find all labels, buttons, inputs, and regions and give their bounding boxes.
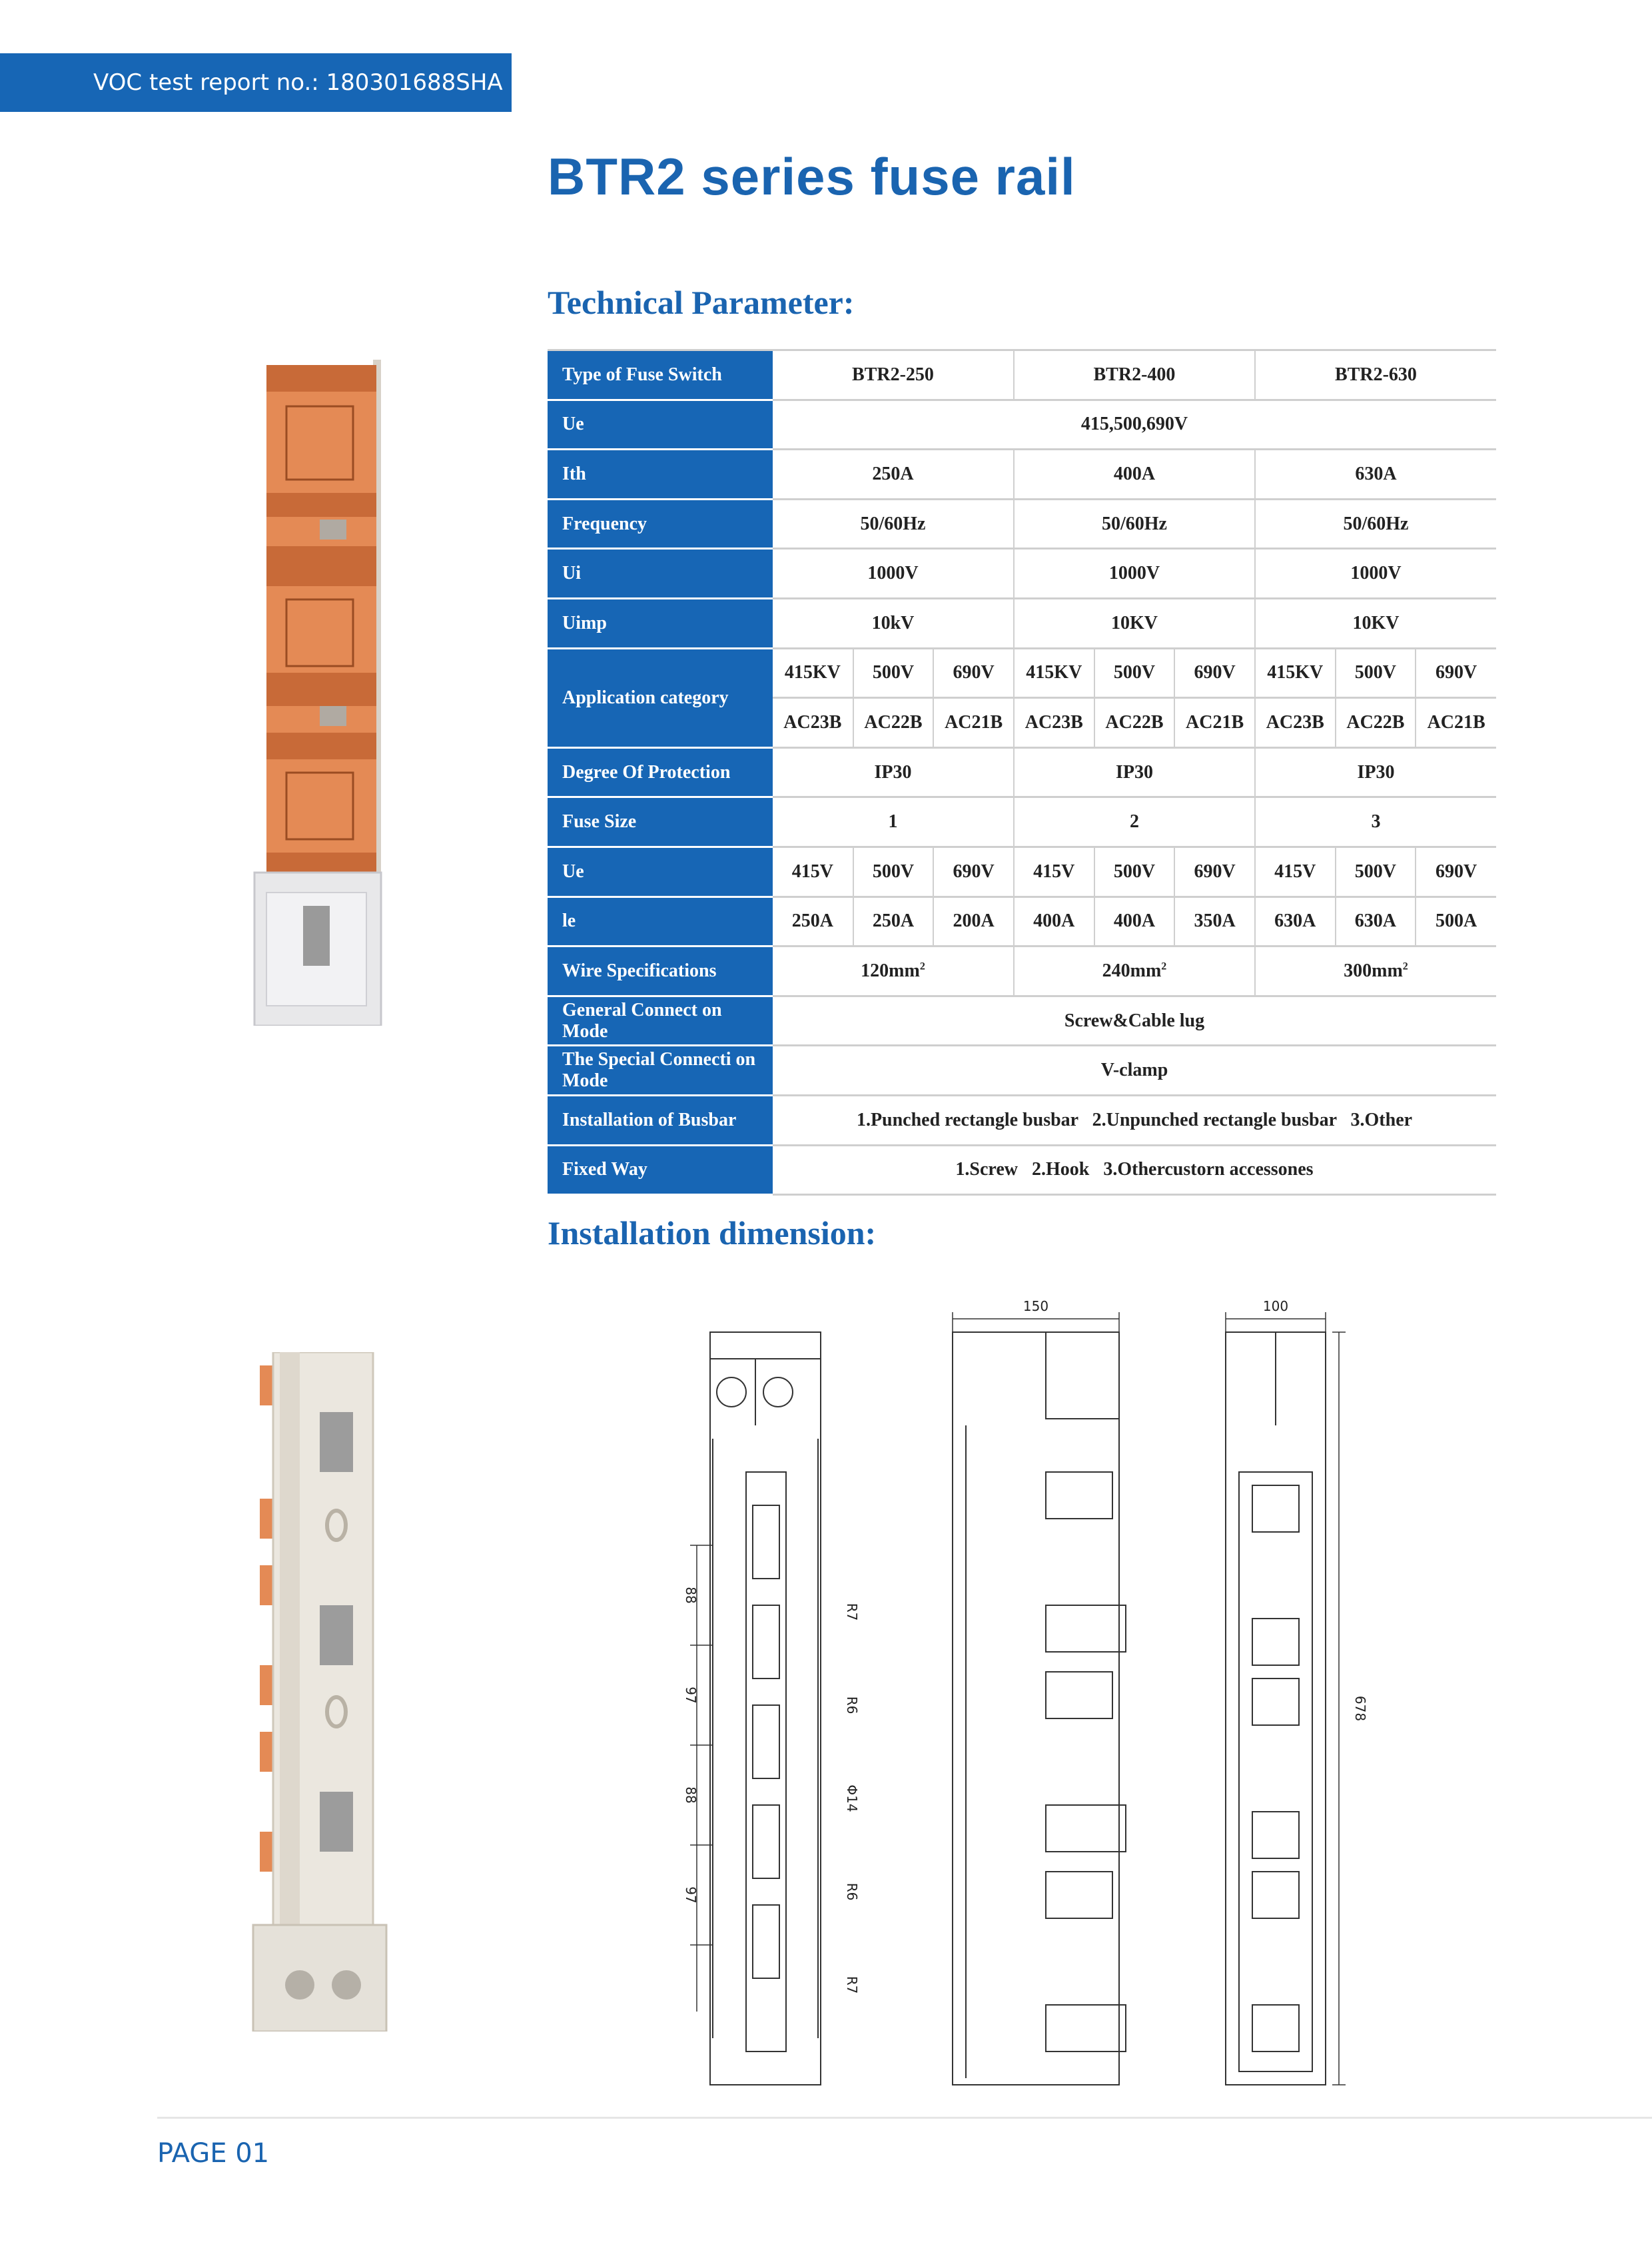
table-cell: 630A — [1255, 450, 1496, 500]
dimension-width-side: 150 — [1023, 1298, 1049, 1314]
table-cell: 415V — [773, 847, 853, 897]
table-cell: 500V — [1094, 648, 1175, 698]
fuse-rail-photo-white — [240, 1352, 400, 2032]
dimension-width-back: 100 — [1262, 1298, 1289, 1314]
table-cell: 250A — [853, 897, 934, 946]
table-cell: 690V — [1416, 648, 1496, 698]
table-cell — [1014, 946, 1255, 996]
table-cell: IP30 — [1014, 747, 1255, 797]
radius-label: R6 — [844, 1696, 860, 1714]
unit-superscript: 2 — [1161, 960, 1167, 972]
table-cell: V-clamp — [773, 1046, 1496, 1096]
table-cell: 200A — [933, 897, 1014, 946]
wire-value: 300mm — [1344, 960, 1403, 981]
page-title: BTR2 series fuse rail — [548, 147, 1076, 206]
table-cell: 690V — [1174, 648, 1255, 698]
table-cell: 1000V — [1255, 549, 1496, 599]
row-header: Ue — [548, 847, 773, 897]
table-cell: 500A — [1416, 897, 1496, 946]
table-row — [548, 549, 1496, 599]
table-cell: 415V — [1255, 847, 1336, 897]
dimension-spacing: 88 — [683, 1587, 699, 1604]
table-cell: AC22B — [853, 698, 934, 748]
table-row — [548, 946, 1496, 996]
table-cell: BTR2-400 — [1014, 350, 1255, 400]
technical-parameter-table — [548, 349, 1496, 1196]
table-cell: 1000V — [1014, 549, 1255, 599]
table-row — [548, 450, 1496, 500]
table-cell: 690V — [933, 648, 1014, 698]
row-header: The Special Connecti on Mode — [548, 1046, 773, 1096]
table-cell: AC21B — [933, 698, 1014, 748]
table-cell: 500V — [1094, 847, 1175, 897]
table-cell: 350A — [1174, 897, 1255, 946]
fuse-rail-photo-orange — [240, 360, 386, 1026]
table-cell: BTR2-630 — [1255, 350, 1496, 400]
table-cell: AC23B — [1014, 698, 1094, 748]
table-cell: 2 — [1014, 797, 1255, 847]
table-cell: 415KV — [773, 648, 853, 698]
unit-superscript: 2 — [919, 960, 925, 972]
table-cell: 400A — [1094, 897, 1175, 946]
dimension-spacing: 97 — [683, 1686, 699, 1704]
table-cell: 500V — [853, 847, 934, 897]
row-header: Fixed Way — [548, 1145, 773, 1195]
table-cell — [773, 946, 1014, 996]
row-header: Wire Specifications — [548, 946, 773, 996]
table-cell: 3 — [1255, 797, 1496, 847]
table-cell: AC23B — [1255, 698, 1336, 748]
table-cell: 400A — [1014, 450, 1255, 500]
row-header: le — [548, 897, 773, 946]
side-view-body — [953, 1332, 1119, 2085]
table-cell: 1.Punched rectangle busbar 2.Unpunched rectangle busbar 3.Other — [773, 1095, 1496, 1145]
row-header: Ue — [548, 400, 773, 450]
table-cell: AC22B — [1336, 698, 1416, 748]
radius-label: Φ14 — [844, 1784, 860, 1812]
table-cell: 630A — [1255, 897, 1336, 946]
table-row — [548, 1095, 1496, 1145]
table-cell: 500V — [1336, 847, 1416, 897]
table-cell: 250A — [773, 450, 1014, 500]
row-header: Application category — [548, 648, 773, 747]
table-cell: 415KV — [1014, 648, 1094, 698]
unit-superscript: 2 — [1402, 960, 1408, 972]
table-cell: 500V — [853, 648, 934, 698]
table-cell: IP30 — [773, 747, 1014, 797]
table-cell: 415V — [1014, 847, 1094, 897]
report-number-banner: VOC test report no.: 180301688SHA — [0, 53, 512, 112]
table-row — [548, 996, 1496, 1046]
row-header: Degree Of Protection — [548, 747, 773, 797]
table-cell: 10KV — [1255, 598, 1496, 648]
radius-label: R7 — [844, 1976, 860, 1994]
table-cell: 415,500,690V — [773, 400, 1496, 450]
row-header: Ith — [548, 450, 773, 500]
installation-dimension-drawing — [673, 1292, 1379, 2105]
row-header: General Connect on Mode — [548, 996, 773, 1046]
table-cell: 50/60Hz — [773, 499, 1014, 549]
row-header: Type of Fuse Switch — [548, 350, 773, 400]
table-cell: 10KV — [1014, 598, 1255, 648]
table-cell: 50/60Hz — [1014, 499, 1255, 549]
table-cell: 690V — [1174, 847, 1255, 897]
row-header: Ui — [548, 549, 773, 599]
table-cell: Screw&Cable lug — [773, 996, 1496, 1046]
row-header: Uimp — [548, 598, 773, 648]
table-cell: 500V — [1336, 648, 1416, 698]
table-cell: BTR2-250 — [773, 350, 1014, 400]
table-cell: AC21B — [1416, 698, 1496, 748]
table-cell — [1255, 946, 1496, 996]
table-cell: AC22B — [1094, 698, 1175, 748]
table-cell: IP30 — [1255, 747, 1496, 797]
table-cell: 10kV — [773, 598, 1014, 648]
table-row — [548, 499, 1496, 549]
radius-label: R7 — [844, 1603, 860, 1621]
installation-dimension-heading: Installation dimension: — [548, 1214, 877, 1252]
table-cell: 690V — [933, 847, 1014, 897]
radius-label: R6 — [844, 1882, 860, 1901]
table-row — [548, 847, 1496, 897]
dimension-spacing: 97 — [683, 1886, 699, 1904]
table-row — [548, 350, 1496, 400]
dimension-spacing: 88 — [683, 1786, 699, 1804]
table-row — [548, 747, 1496, 797]
table-cell: 690V — [1416, 847, 1496, 897]
dimension-height: 678 — [1352, 1695, 1368, 1722]
table-cell: 250A — [773, 897, 853, 946]
back-view-body — [1226, 1332, 1326, 2085]
wire-value: 240mm — [1102, 960, 1162, 981]
wire-value: 120mm — [861, 960, 920, 981]
table-cell: 1 — [773, 797, 1014, 847]
table-row — [548, 1046, 1496, 1096]
footer-divider — [157, 2117, 1652, 2119]
table-row — [548, 648, 1496, 698]
table-row — [548, 400, 1496, 450]
page-number: PAGE 01 — [157, 2138, 270, 2169]
table-cell: AC23B — [773, 698, 853, 748]
row-header: Installation of Busbar — [548, 1095, 773, 1145]
table-cell: 1000V — [773, 549, 1014, 599]
table-cell: 1.Screw 2.Hook 3.Othercustorn accessones — [773, 1145, 1496, 1195]
table-cell: 415KV — [1255, 648, 1336, 698]
front-view-body — [710, 1332, 821, 2085]
table-row — [548, 797, 1496, 847]
table-row — [548, 1145, 1496, 1195]
technical-parameter-heading: Technical Parameter: — [548, 284, 855, 321]
table-cell: 50/60Hz — [1255, 499, 1496, 549]
row-header: Frequency — [548, 499, 773, 549]
table-cell: 400A — [1014, 897, 1094, 946]
table-cell: AC21B — [1174, 698, 1255, 748]
table-row — [548, 598, 1496, 648]
table-row — [548, 897, 1496, 946]
row-header: Fuse Size — [548, 797, 773, 847]
table-cell: 630A — [1336, 897, 1416, 946]
